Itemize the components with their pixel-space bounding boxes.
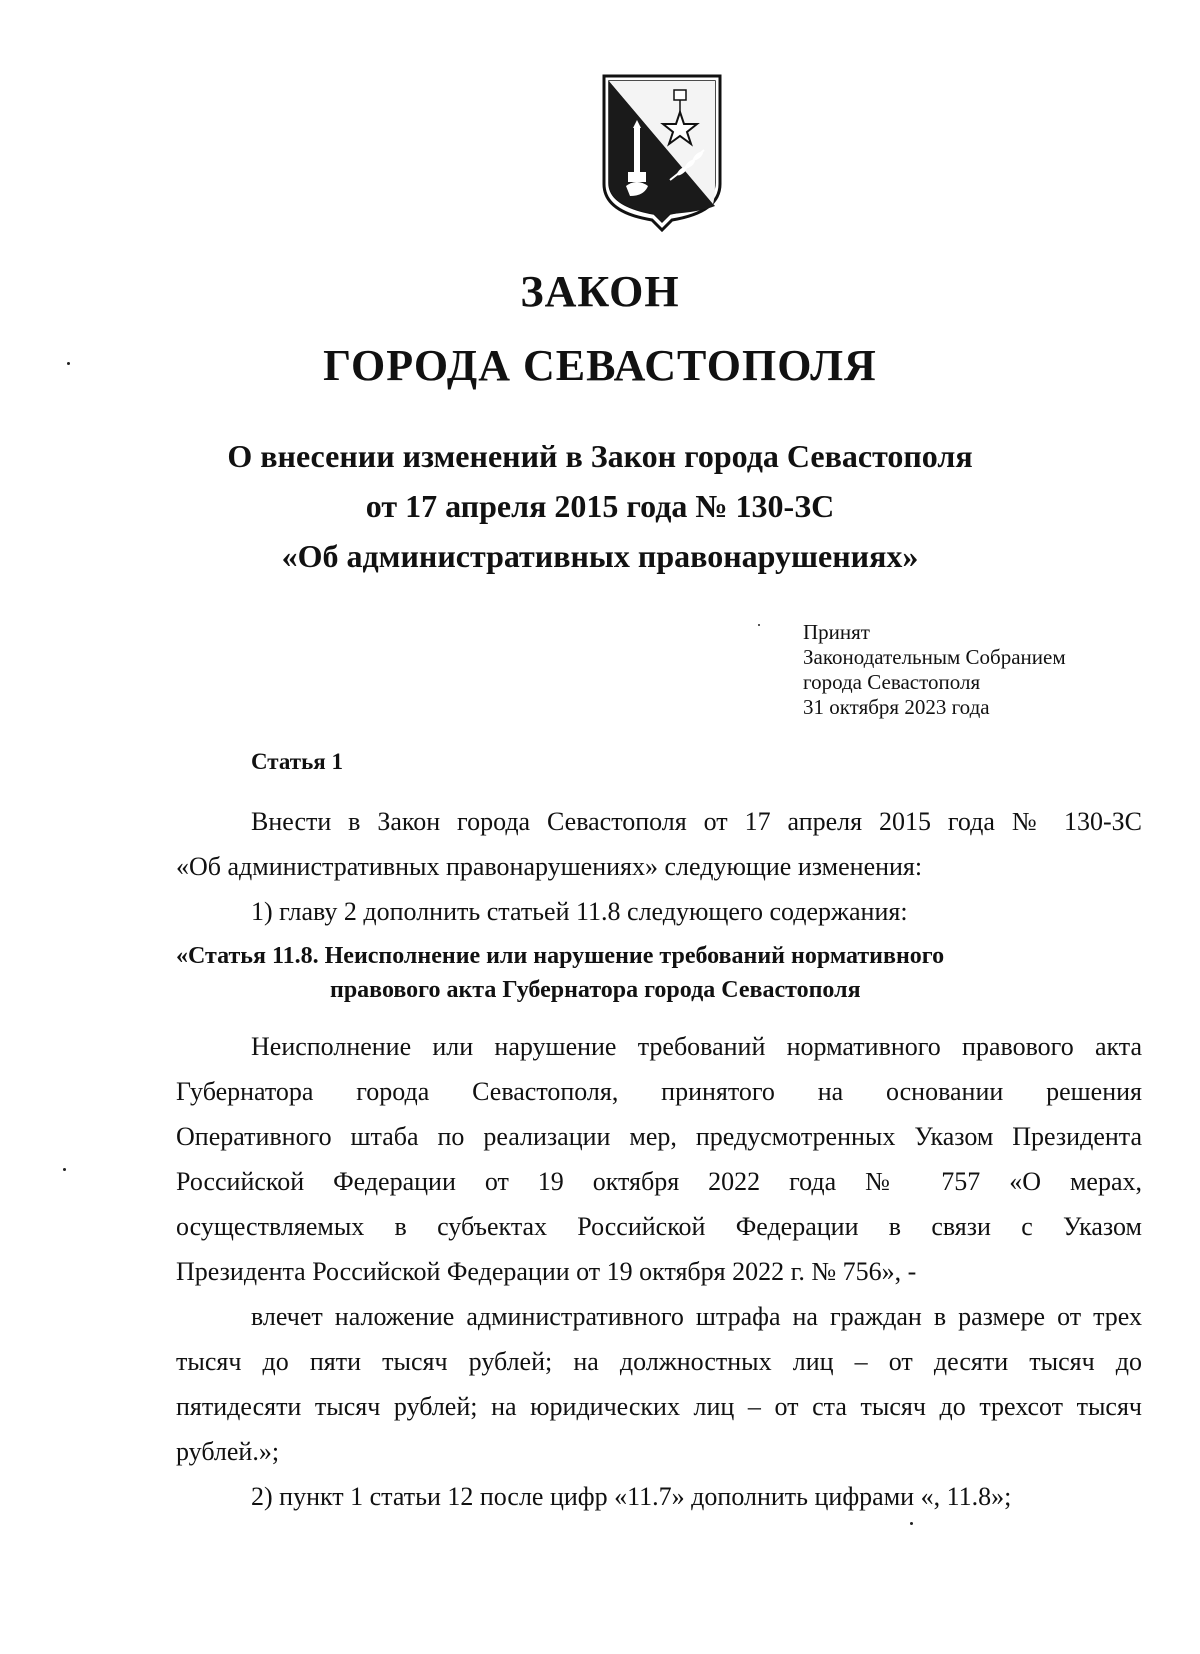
paragraph-line: пятидесяти тысяч рублей; на юридических лиц – от ста тысяч до трехсот тысяч (176, 1392, 1142, 1421)
paragraph-line: осуществляемых в субъектах Российской Федерации в связи с Указом (176, 1212, 1142, 1241)
paragraph-line: Оперативного штаба по реализации мер, предусмотренных Указом Президента (176, 1122, 1142, 1151)
intro-line: «Об административных правонарушениях» следующие изменения: (176, 852, 923, 881)
paragraph-line: Губернатора города Севастополя, принятого на основании решения (176, 1077, 1142, 1106)
paragraph-line: Российской Федерации от 19 октября 2022 года № 757 «О мерах, (176, 1167, 1142, 1196)
intro-line: Внести в Закон города Севастополя от 17 апреля 2015 года № 130-ЗС (251, 807, 1142, 836)
sevastopol-coat-of-arms-icon (600, 72, 724, 232)
paragraph-line: тысяч до пяти тысяч рублей; на должностных лиц – от десяти тысяч до (176, 1347, 1142, 1376)
adoption-line: города Севастополя (803, 670, 981, 694)
new-article-title-line1: «Статья 11.8. Неисполнение или нарушение требований нормативного (176, 943, 945, 969)
article-title: Статья 1 (251, 749, 343, 774)
scan-speck (63, 1168, 66, 1171)
law-subtitle-line1: О внесении изменений в Закон города Севастополя (227, 438, 973, 474)
amendment-item-2: 2) пункт 1 статьи 12 после цифр «11.7» дополнить цифрами «, 11.8»; (251, 1482, 1012, 1511)
paragraph-line: влечет наложение административного штрафа на граждан в размере от трех (251, 1302, 1142, 1331)
adoption-line: Законодательным Собранием (803, 645, 1066, 669)
scan-speck (67, 362, 70, 365)
adoption-line: Принят (803, 620, 870, 644)
amendment-item-1: 1) главу 2 дополнить статьей 11.8 следующего содержания: (251, 897, 908, 926)
adoption-block (803, 620, 1066, 720)
scan-speck (758, 624, 760, 626)
law-title: ЗАКОН (520, 267, 680, 316)
law-city-title: ГОРОДА СЕВАСТОПОЛЯ (323, 341, 877, 390)
law-subtitle-line3: «Об административных правонарушениях» (281, 538, 919, 574)
scan-speck (910, 1522, 913, 1525)
paragraph-line: Президента Российской Федерации от 19 октября 2022 г. № 756», - (176, 1257, 917, 1286)
new-article-title-line2: правового акта Губернатора города Севастополя (330, 977, 861, 1003)
paragraph-line: Неисполнение или нарушение требований нормативного правового акта (251, 1032, 1142, 1061)
law-subtitle-line2: от 17 апреля 2015 года № 130-ЗС (365, 488, 835, 524)
adoption-date: 31 октября 2023 года (803, 695, 990, 719)
paragraph-line: рублей.»; (176, 1437, 280, 1466)
